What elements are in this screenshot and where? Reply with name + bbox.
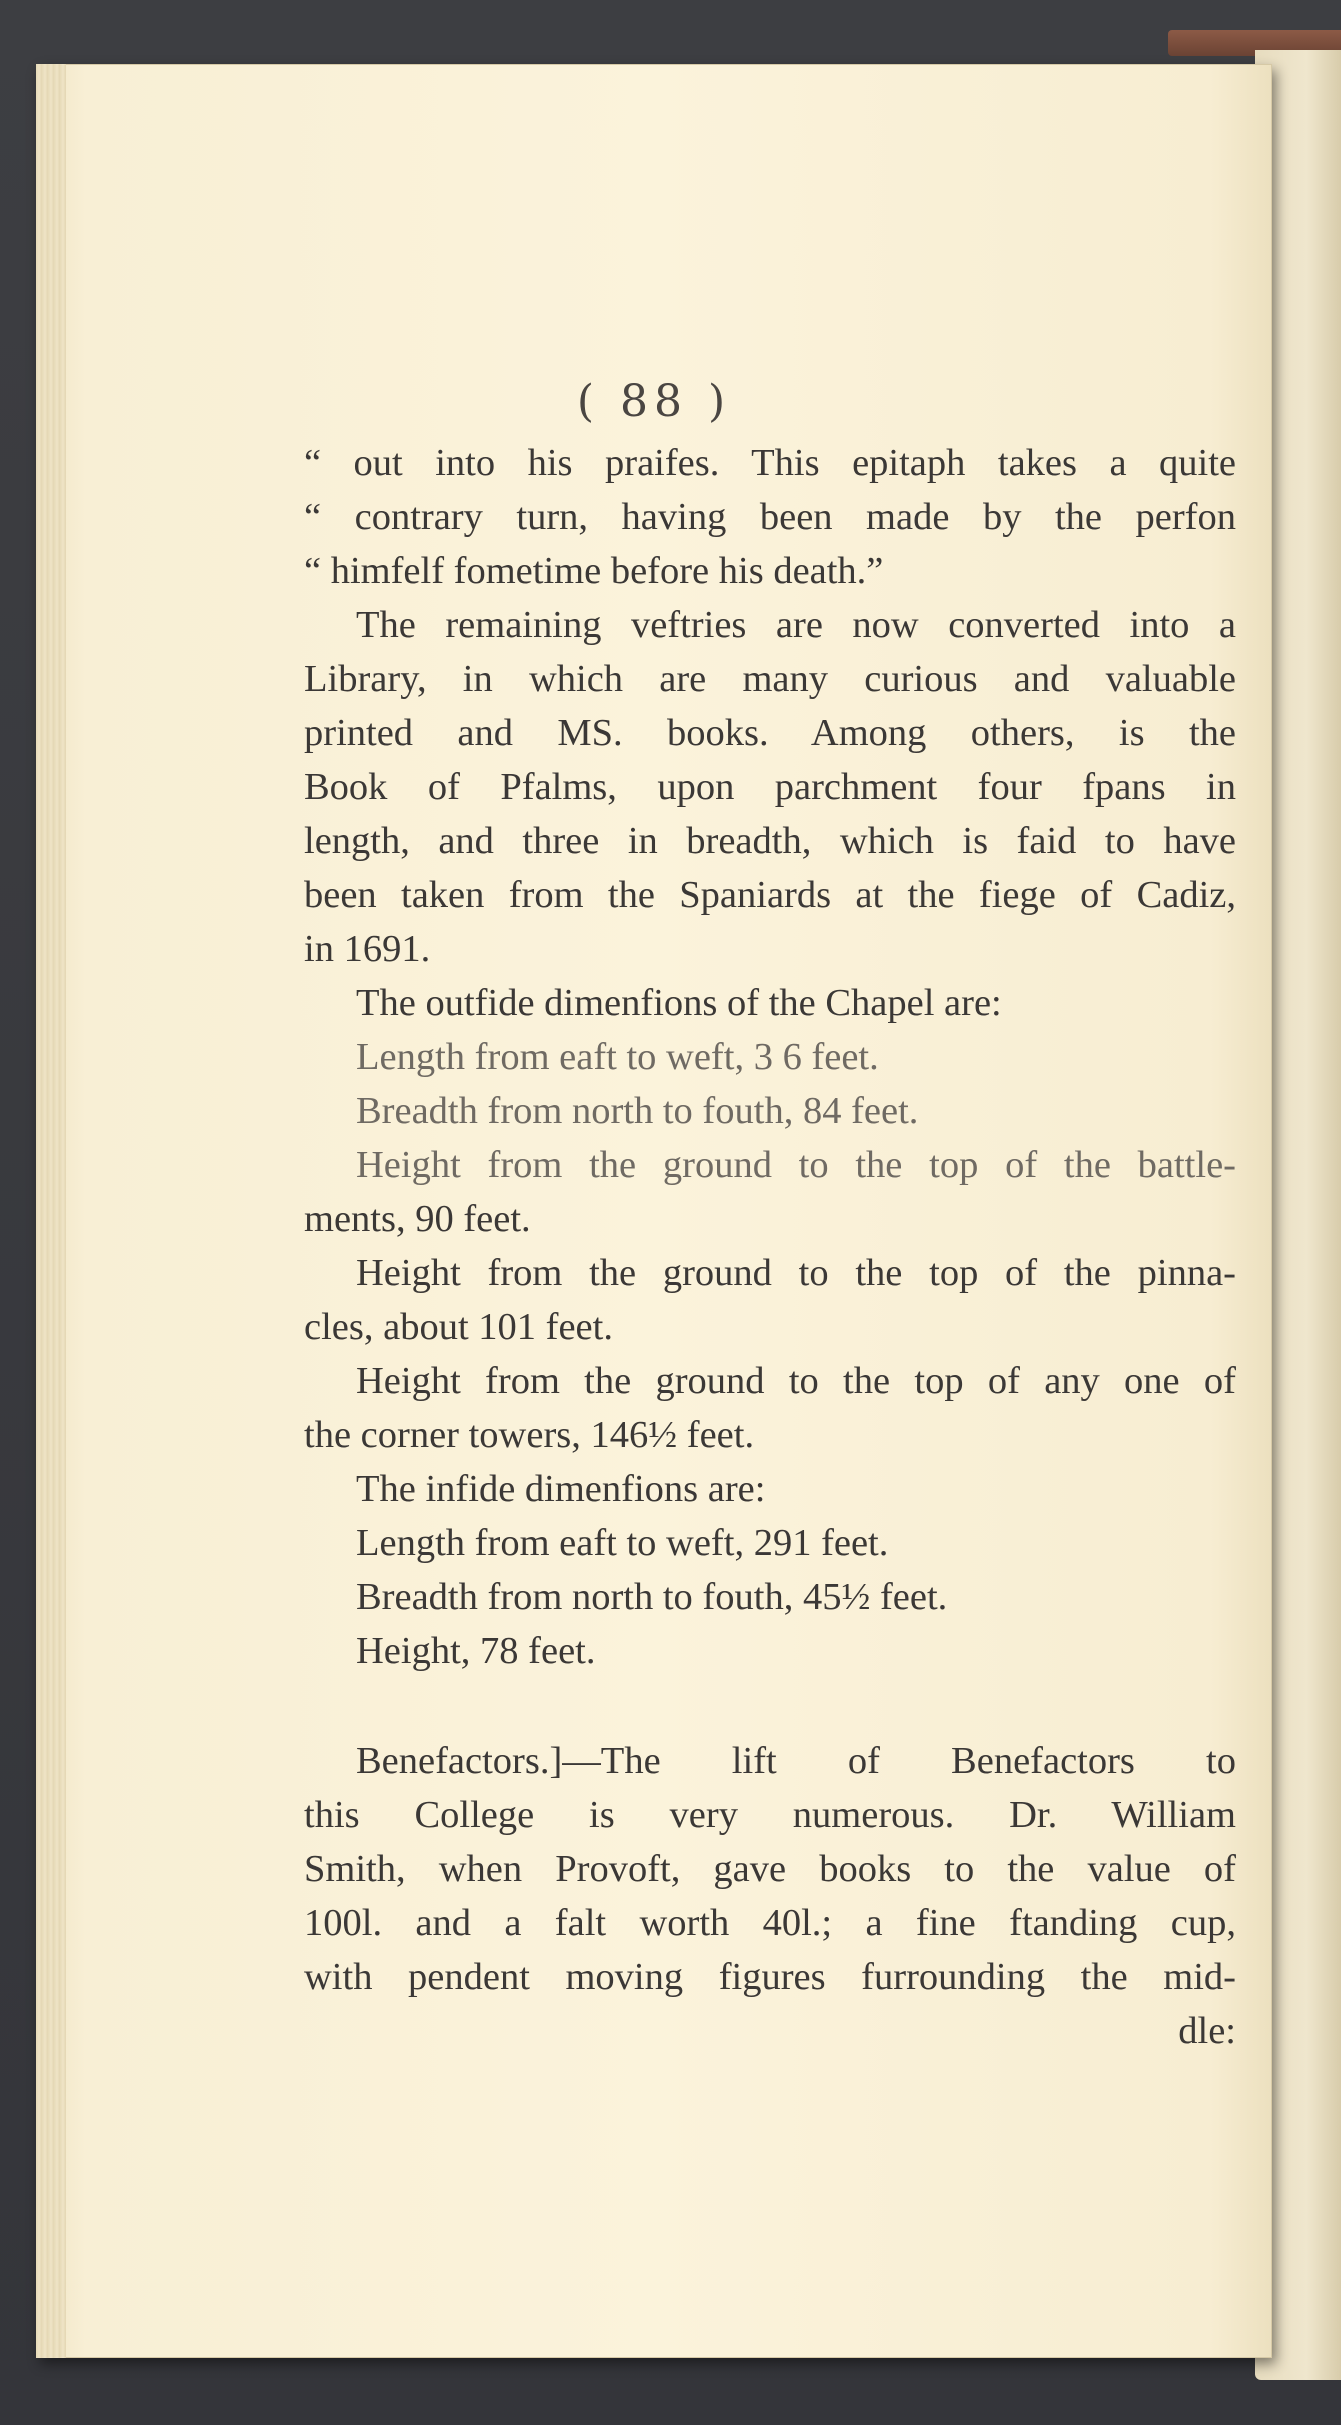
page-number: ( 88 ) [576,376,732,427]
book-page [36,64,1272,2358]
text-line: Height, 78 feet. [356,1630,596,1672]
text-line: The remaining veftries are now converted into a [356,604,1236,646]
text-line: this College is very numerous. Dr. William [304,1794,1236,1836]
text-line: “ out into his praifes. This epitaph takes a quite [304,442,1236,484]
text-line: length, and three in breadth, which is faid to have [304,820,1236,862]
text-line: Book of Pfalms, upon parchment four fpans in [304,766,1236,808]
text-line: in 1691. [304,928,431,970]
text-line: Benefactors.]—The lift of Benefactors to [356,1740,1236,1782]
text-line: Breadth from north to fouth, 45½ feet. [356,1576,948,1618]
text-line: Height from the ground to the top of any one of [356,1360,1236,1402]
text-line: The outfide dimenfions of the Chapel are: [356,982,1002,1024]
text-line: Length from eaft to weft, 3 6 feet. [356,1036,879,1078]
text-line: Library, in which are many curious and valuable [304,658,1236,700]
text-line: The infide dimenfions are: [356,1468,766,1510]
text-line: Breadth from north to fouth, 84 feet. [356,1090,919,1132]
text-line: ments, 90 feet. [304,1198,531,1240]
text-line: Height from the ground to the top of the pinna- [356,1252,1236,1294]
text-line: been taken from the Spaniards at the fiege of Cadiz, [304,874,1236,916]
text-line: “ himfelf fometime before his death.” [304,550,884,592]
text-line: Length from eaft to weft, 291 feet. [356,1522,889,1564]
page-body [304,436,1236,2058]
text-line: cles, about 101 feet. [304,1306,613,1348]
text-line: Height from the ground to the top of the battle- [356,1144,1236,1186]
text-line: the corner towers, 146½ feet. [304,1414,755,1456]
text-line: 100l. and a falt worth 40l.; a fine ftanding cup, [304,1902,1236,1944]
text-line: with pendent moving figures furrounding the mid- [304,1956,1236,1998]
text-line: printed and MS. books. Among others, is the [304,712,1236,754]
text-line: Smith, when Provoft, gave books to the value of [304,1848,1236,1890]
catchword: dle: [1178,2010,1236,2052]
text-line: “ contrary turn, having been made by the perfon [304,496,1236,538]
paragraph-gap [304,1678,1236,1734]
